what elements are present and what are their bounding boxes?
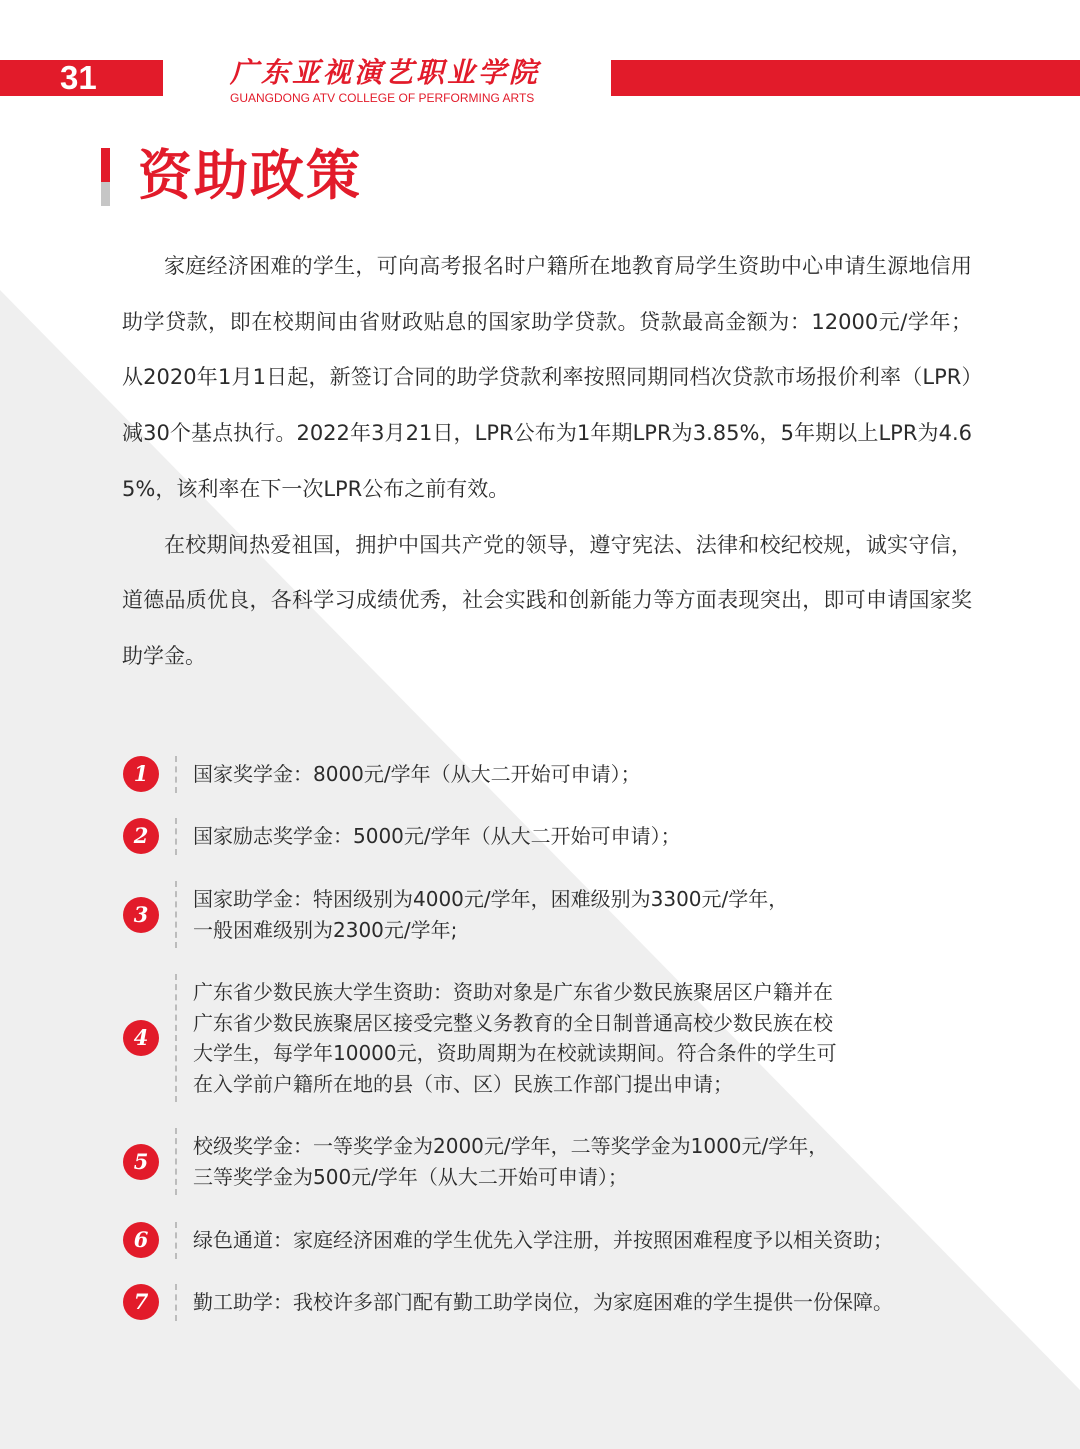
intro-paragraph-1: 家庭经济困难的学生，可向高考报名时户籍所在地教育局学生资助中心申请生源地信用助学贷款，即在校期间由省财政贴息的国家助学贷款。贷款最高金额为：12000元/学年；从2020年1月1日起，新签订合同的助学贷款利率按照同期同档次贷款市场报价利率（LPR）减30个基点执行。2022年3月21日，LPR公布为1年期LPR为3.85%，5年期以上LPR为4.65%，该利率在下一次LPR公布之前有效。 <box>122 254 972 501</box>
item-text-line: 广东省少数民族大学生资助：资助对象是广东省少数民族聚居区户籍并在 <box>193 980 833 1004</box>
item-number-badge: 3 <box>123 897 159 933</box>
header-bar-right <box>611 60 1080 96</box>
item-number-badge: 4 <box>123 1020 159 1056</box>
intro-text <box>122 239 972 685</box>
item-text-line: 勤工助学：我校许多部门配有勤工助学岗位，为家庭困难的学生提供一份保障。 <box>193 1290 893 1314</box>
item-text-line: 在入学前户籍所在地的县（市、区）民族工作部门提出申请； <box>193 1071 733 1096</box>
item-text-line: 校级奖学金：一等奖学金为2000元/学年，二等奖学金为1000元/学年， <box>193 1134 829 1158</box>
item-divider <box>175 1128 177 1195</box>
college-name-cn: 广东亚视演艺职业学院 <box>230 56 541 89</box>
item-number-badge: 1 <box>123 756 159 792</box>
item-text-line: 国家奖学金：8000元/学年（从大二开始可申请）； <box>193 762 641 786</box>
item-text-line: 国家助学金：特困级别为4000元/学年，困难级别为3300元/学年， <box>193 887 789 911</box>
item-text <box>193 977 837 1099</box>
item-text-line: 三等奖学金为500元/学年（从大二开始可申请）； <box>193 1164 628 1189</box>
college-logo <box>230 57 540 105</box>
item-divider <box>175 1222 177 1259</box>
item-text <box>193 759 641 790</box>
item-text <box>193 821 681 852</box>
item-number-badge: 7 <box>123 1284 159 1320</box>
item-text-line: 国家励志奖学金：5000元/学年（从大二开始可申请）； <box>193 824 681 848</box>
item-text <box>193 1131 828 1192</box>
item-text <box>193 884 788 945</box>
title-accent-bar <box>101 148 110 206</box>
item-divider <box>175 756 177 793</box>
page-title: 资助政策 <box>138 144 362 207</box>
item-text-line: 绿色通道：家庭经济困难的学生优先入学注册，并按照困难程度予以相关资助； <box>193 1228 893 1252</box>
item-text <box>193 1225 893 1256</box>
item-text-line: 一般困难级别为2300元/学年; <box>193 917 458 942</box>
item-number-badge: 6 <box>123 1222 159 1258</box>
item-divider <box>175 974 177 1102</box>
intro-paragraph-2: 在校期间热爱祖国，拥护中国共产党的领导，遵守宪法、法律和校纪校规，诚实守信，道德品质优良，各科学习成绩优秀，社会实践和创新能力等方面表现突出，即可申请国家奖助学金。 <box>122 532 972 668</box>
item-divider <box>175 1284 177 1321</box>
item-divider <box>175 881 177 948</box>
item-divider <box>175 818 177 855</box>
college-name-en: GUANGDONG ATV COLLEGE OF PERFORMING ARTS <box>230 91 535 105</box>
item-text-line: 广东省少数民族聚居区接受完整义务教育的全日制普通高校少数民族在校 <box>193 1010 833 1035</box>
page-number: 31 <box>60 59 97 96</box>
item-text <box>193 1287 893 1318</box>
item-number-badge: 2 <box>123 818 159 854</box>
item-number-badge: 5 <box>123 1144 159 1180</box>
item-text-line: 大学生，每学年10000元，资助周期为在校就读期间。符合条件的学生可 <box>193 1041 837 1065</box>
